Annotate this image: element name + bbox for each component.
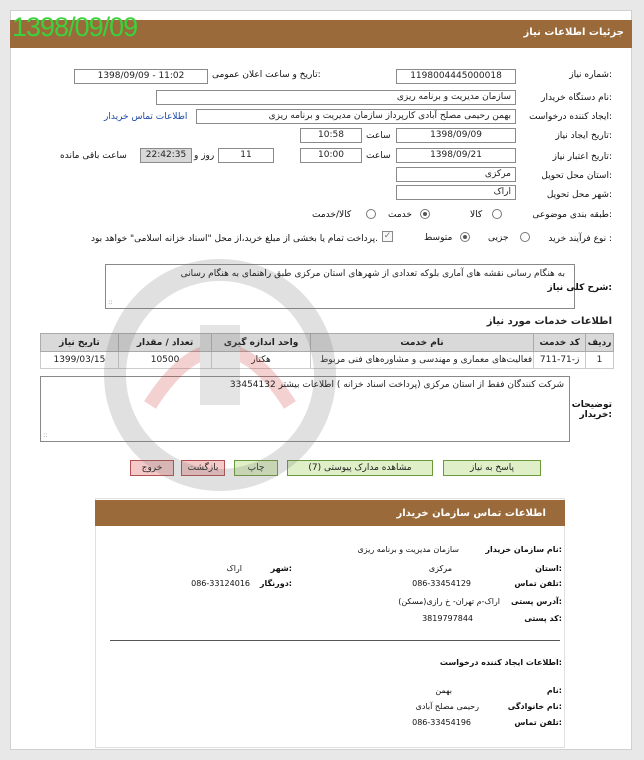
category-option-service: خدمت [388, 210, 412, 220]
hours-remaining-label: ساعت باقی مانده [60, 151, 127, 161]
contact-card-title: اطلاعات تماس سازمان خریدار [396, 508, 546, 519]
category-option-goods: کالا [470, 210, 483, 220]
description-text: به هنگام رسانی نقشه های آماری بلوکه تعدادی از شهرهای استان مرکزی طبق راهنمای به هنگام رسانی [180, 269, 565, 279]
table-row [41, 352, 614, 369]
resize-grip-icon[interactable]: :: [43, 431, 48, 439]
creator-phone-label: تلفن تماس: [514, 718, 562, 727]
card-fax-value: 086-33124016 [191, 579, 250, 588]
buyer-contact-link[interactable]: اطلاعات تماس خریدار [104, 112, 188, 122]
card-phone-label: تلفن تماس: [514, 579, 562, 588]
create-date-field: 1398/09/09 [396, 128, 516, 143]
cell-quantity: 10500 [118, 352, 211, 369]
valid-time-label: ساعت [366, 151, 391, 161]
services-table [40, 333, 614, 369]
description-label: شرح کلی نیاز: [547, 283, 612, 293]
card-province-value: مرکزی [428, 564, 452, 573]
col-quantity: تعداد / مقدار [118, 334, 211, 352]
province-field: مرکزی [396, 167, 516, 182]
process-radio-minor[interactable] [520, 232, 530, 242]
valid-time-field: 10:00 [300, 148, 362, 163]
day-and-label: روز و [194, 151, 215, 161]
process-radio-medium[interactable] [460, 232, 470, 242]
col-row: ردیف [586, 334, 614, 352]
create-time-label: ساعت [366, 131, 391, 141]
creator-title: اطلاعات ایجاد کننده درخواست: [439, 658, 562, 667]
province-label: استان محل تحویل: [541, 171, 612, 181]
treasury-payment-note: پرداخت تمام یا بخشی از مبلغ خرید،از محل "اسناد خزانه اسلامی" خواهد بود. [90, 234, 378, 244]
process-label: نوع فرآیند خرید : [548, 234, 612, 244]
card-postal-label: کد پستی: [524, 614, 562, 623]
category-radio-goods[interactable] [492, 209, 502, 219]
col-service-code: کد خدمت [534, 334, 586, 352]
buyer-org-label: نام دستگاه خریدار: [541, 93, 612, 103]
attachments-button[interactable]: مشاهده مدارک پیوستی (7) [287, 460, 433, 476]
days-remaining-field: 11 [218, 148, 274, 163]
category-radio-both[interactable] [366, 209, 376, 219]
need-number-field: 1198004445000018 [396, 69, 516, 84]
card-org-value: سازمان مدیریت و برنامه ریزی [357, 545, 459, 554]
cell-service-name: فعالیت‌های معماری و مهندسی و مشاوره‌های فنی مربوط [310, 352, 533, 369]
category-label: طبقه بندی موضوعی: [532, 210, 612, 220]
cell-service-code: ز-71-711 [534, 352, 586, 369]
contact-card [95, 498, 565, 748]
card-address-value: اراک-م تهران- خ رازی(مسکن) [398, 597, 500, 606]
creator-family-value: رحیمی مصلح آبادی [415, 702, 479, 711]
card-org-label: نام سازمان خریدار: [485, 545, 562, 554]
col-service-name: نام خدمت [310, 334, 533, 352]
need-number-label: شماره نیاز: [569, 70, 612, 80]
category-option-both: کالا/خدمت [312, 210, 352, 220]
creator-name-value: بهمن [435, 686, 452, 695]
card-address-label: آدرس پستی: [511, 597, 562, 606]
category-radio-service[interactable] [420, 209, 430, 219]
process-option-minor: جزیی [488, 233, 509, 243]
card-postal-value: 3819797844 [422, 614, 473, 623]
date-stamp: 1398/09/09 [12, 12, 138, 42]
countdown-field: 22:42:35 [140, 148, 192, 163]
resize-grip-icon[interactable]: :: [108, 298, 113, 306]
create-time-field: 10:58 [300, 128, 362, 143]
back-button[interactable]: بازگشت [181, 460, 225, 476]
col-unit: واحد اندازه گیری [212, 334, 311, 352]
buyer-notes-label: توضیحات خریدار: [571, 400, 612, 420]
valid-date-label: تاریخ اعتبار نیاز: [552, 152, 612, 162]
card-divider [110, 640, 560, 641]
creator-phone-value: 086-33454196 [412, 718, 471, 727]
announce-label: تاریخ و ساعت اعلان عمومی: [212, 70, 321, 80]
buyer-notes-text: شرکت کنندگان فقط از استان مرکزی (پرداخت اسناد خزانه ) اطلاعات بیشتر 33454132 [229, 380, 564, 390]
services-title: اطلاعات خدمات مورد نیاز [486, 316, 612, 327]
creator-family-label: نام خانوادگی: [507, 702, 562, 711]
page-title: جزئیات اطلاعات نیاز [523, 27, 624, 38]
print-button[interactable]: چاپ [234, 460, 278, 476]
card-city-label: شهر: [270, 564, 292, 573]
requester-label: ایجاد کننده درخواست: [529, 112, 612, 122]
treasury-payment-checkbox[interactable]: ✓ [383, 231, 392, 241]
requester-field: بهمن رحیمی مصلح آبادی کارپرداز سازمان مدیریت و برنامه ریزی [196, 109, 516, 124]
card-fax-label: دورنگار: [259, 579, 292, 588]
city-field: اراک [396, 185, 516, 200]
creator-name-label: نام: [546, 686, 562, 695]
card-phone-value: 086-33454129 [412, 579, 471, 588]
cell-need-date: 1399/03/15 [41, 352, 119, 369]
buyer-org-field: سازمان مدیریت و برنامه ریزی [156, 90, 516, 105]
card-province-label: استان: [535, 564, 562, 573]
city-label: شهر محل تحویل: [546, 190, 612, 200]
process-option-medium: متوسط [424, 233, 453, 243]
exit-button[interactable]: خروج [130, 460, 174, 476]
create-date-label: تاریخ ایجاد نیاز: [555, 131, 612, 141]
cell-row: 1 [586, 352, 614, 369]
cell-unit: هکتار [212, 352, 311, 369]
valid-date-field: 1398/09/21 [396, 148, 516, 163]
announce-field: 1398/09/09 - 11:02 [74, 69, 208, 84]
reply-button[interactable]: پاسخ به نیاز [443, 460, 541, 476]
card-city-value: اراک [226, 564, 242, 573]
col-need-date: تاریخ نیاز [41, 334, 119, 352]
